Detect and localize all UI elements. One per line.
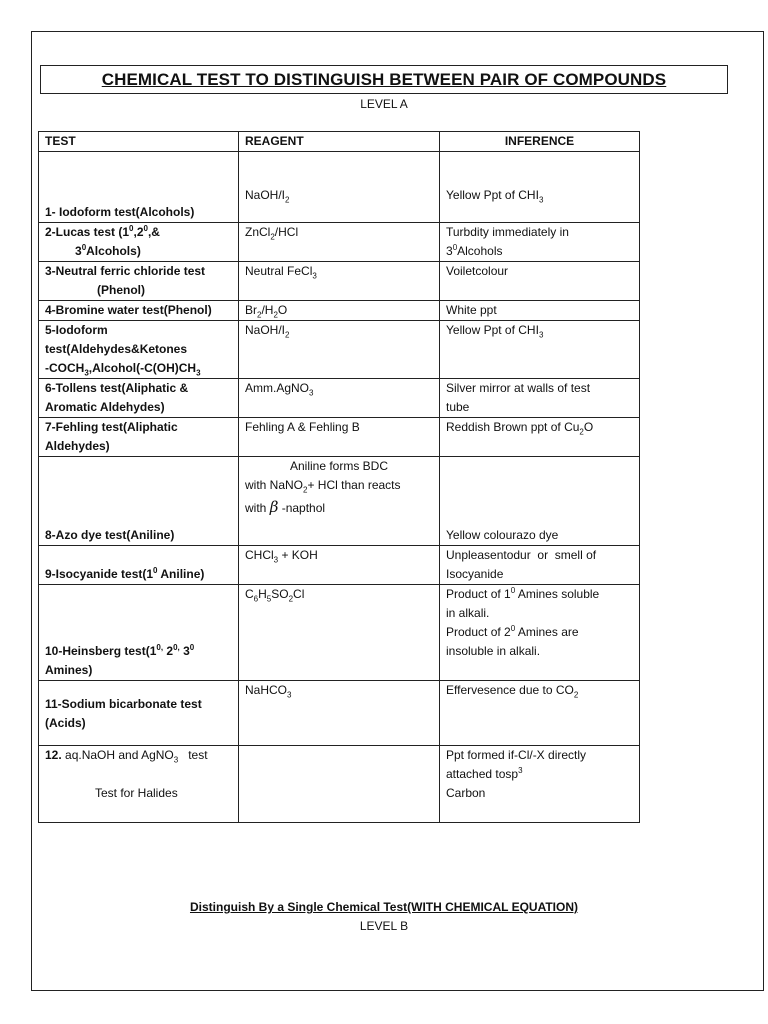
reagent-cell: NaOH/$I_2$ <box>239 152 440 223</box>
test-cell: 4-Bromine water test(Phenol) <box>39 301 239 321</box>
reagent-cell: ZnCl$_2$/HCl <box>239 223 440 262</box>
test-cell: 11-Sodium bicarbonate test (Acids) <box>39 681 239 746</box>
reagent-cell: Fehling A & Fehling B <box>239 418 440 457</box>
inference-cell: Yellow Ppt of $CHI_3$ <box>440 321 640 379</box>
test-cell: 9-Isocyanide $test(1^0$ Aniline) <box>39 546 239 585</box>
test-cell: 10-Heinsberg $test(1^{0,}$ $2^{0,}$ $3^0$ Amines) <box>39 585 239 681</box>
table-row <box>39 301 640 321</box>
table-row <box>39 681 640 746</box>
table-row <box>39 585 640 681</box>
inference-cell: Ppt formed if-Cl/-X directly attached tosp$^3$ Carbon <box>440 746 640 823</box>
reagent-cell: $Br_2/H_2O$ <box>239 301 440 321</box>
table-header-row <box>39 132 640 152</box>
reagent-cell <box>239 746 440 823</box>
inference-cell: Voiletcolour <box>440 262 640 301</box>
table-row <box>39 262 640 301</box>
table-row <box>39 418 640 457</box>
inference-cell: Yellow colourazo dye <box>440 457 640 546</box>
inference-cell: White ppt <box>440 301 640 321</box>
reagent-cell: $C_6H_5SO_2Cl$ <box>239 585 440 681</box>
reagent-cell: Neutral FeCl$_3$ <box>239 262 440 301</box>
level-b-label: LEVEL B <box>359 919 409 933</box>
column-header-reagent: REAGENT <box>239 132 440 152</box>
reagent-cell: NaHCO$_3$ <box>239 681 440 746</box>
page-title: CHEMICAL TEST TO DISTINGUISH BETWEEN PAIR OF COMPOUNDS <box>101 70 667 89</box>
test-cell: 2-Lucas test ($1^0,2^0,\&$ $3^0Alcohols$) <box>39 223 239 262</box>
title-box <box>40 65 728 94</box>
inference-cell: Silver mirror at walls of test tube <box>440 379 640 418</box>
table-row <box>39 457 640 546</box>
reagent-cell: Amm.AgNO$_3$ <box>239 379 440 418</box>
inference-cell: Unpleasentodur or smell of Isocyanide <box>440 546 640 585</box>
inference-cell: Yellow Ppt of $CHI_3$ <box>440 152 640 223</box>
reagent-cell: CHCl$_3$ + KOH <box>239 546 440 585</box>
inference-cell: Reddish Brown ppt of $Cu_2O$ <box>440 418 640 457</box>
test-cell: 8-Azo dye test(Aniline) <box>39 457 239 546</box>
test-cell: 3-Neutral ferric chloride test (Phenol) <box>39 262 239 301</box>
table-row <box>39 321 640 379</box>
table-row <box>39 546 640 585</box>
tests-table <box>38 131 640 823</box>
inference-cell: Turbdity immediately in $3^0Alcohols$ <box>440 223 640 262</box>
reagent-cell: Aniline forms BDC with NaNO$_2$+ HCl than reacts with β -napthol <box>239 457 440 546</box>
table-row <box>39 746 640 823</box>
level-b-heading: Distinguish By a Single Chemical Test(WITH CHEMICAL EQUATION) <box>189 900 579 914</box>
test-cell: 5-Iodoform test(Aldehydes&Ketones $-COCH_3,Alcohol(-C(OH)CH_3$ <box>39 321 239 379</box>
test-cell: 6-Tollens test(Aliphatic & Aromatic Aldehydes) <box>39 379 239 418</box>
table-row <box>39 223 640 262</box>
table-row <box>39 379 640 418</box>
test-cell: 1- Iodoform test(Alcohols) <box>39 152 239 223</box>
column-header-inference: INFERENCE <box>440 132 640 152</box>
beta-symbol: β <box>269 498 279 516</box>
inference-cell: Product of $1^0$ Amines soluble in alkali. Product of $2^0$ Amines are insoluble in alkali. <box>440 585 640 681</box>
level-a-label: LEVEL A <box>360 97 408 111</box>
inference-cell: Effervesence due to $CO_2$ <box>440 681 640 746</box>
test-cell: 12. aq.NaOH and AgNO$_3$ test Test for Halides <box>39 746 239 823</box>
reagent-cell: NaOH/$I_2$ <box>239 321 440 379</box>
table-row <box>39 152 640 223</box>
test-cell: 7-Fehling test(Aliphatic Aldehydes) <box>39 418 239 457</box>
column-header-test: TEST <box>39 132 239 152</box>
